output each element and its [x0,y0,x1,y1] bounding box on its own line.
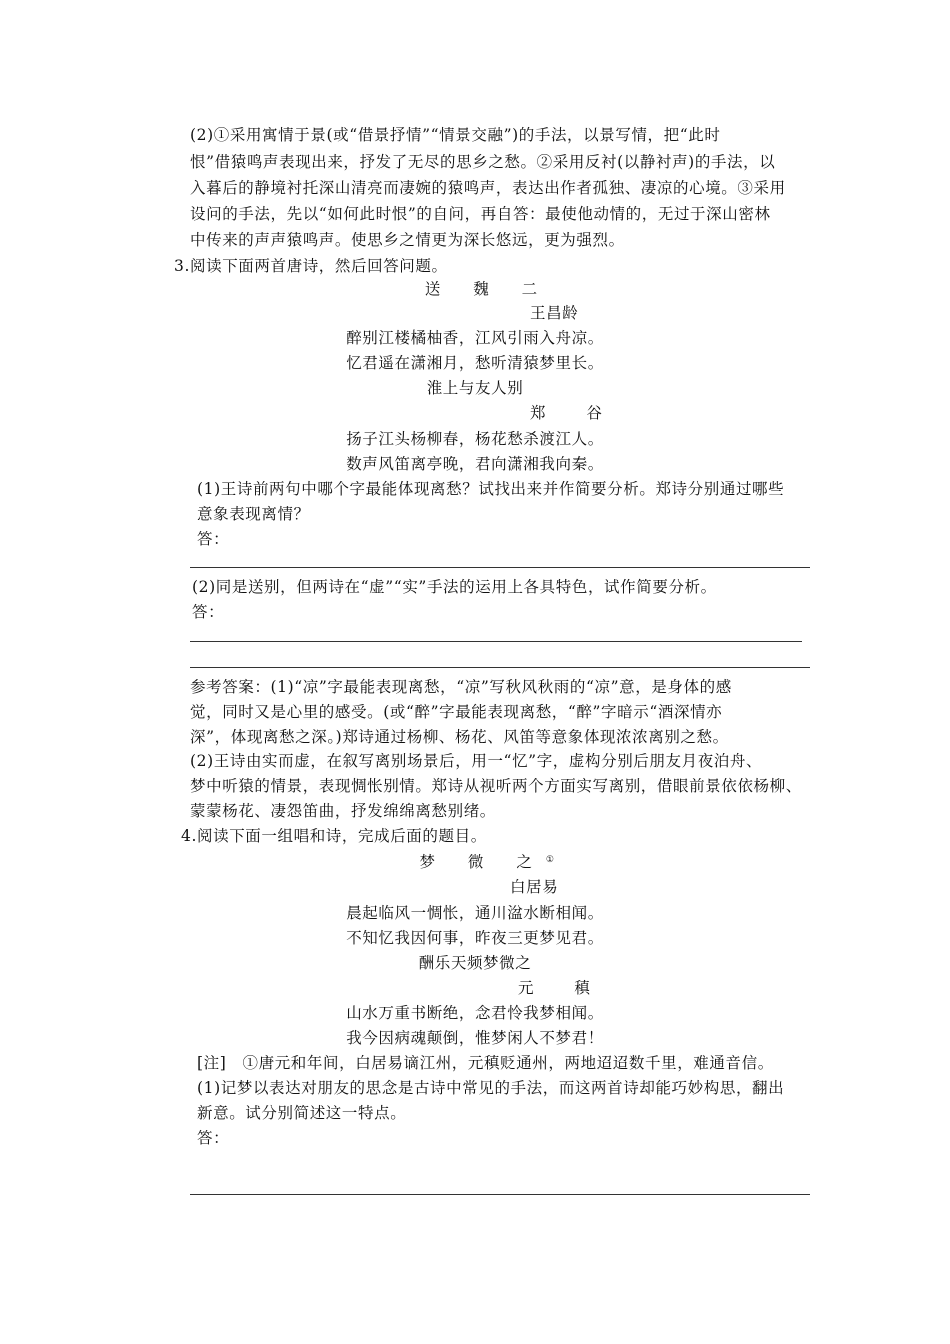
q4-poem1-title: 梦 微 之 [419,853,546,871]
q4-sub1-line: 新意。试分别简述这一特点。 [197,1104,407,1122]
q3-reference-line: 参考答案：(1)“凉”字最能表现离愁，“凉”写秋风秋雨的“凉”意，是身体的感 [190,678,732,696]
q3-reference-line: 蒙蒙杨花、凄怨笛曲，抒发绵绵离愁别绪。 [190,802,496,820]
prev-answer-line: 恨”借猿鸣声表现出来，抒发了无尽的思乡之愁。②采用反衬(以静衬声)的手法，以 [190,153,776,171]
q4-poem2-line: 我今因病魂颠倒，惟梦闲人不梦君！ [346,1029,604,1047]
answer-line[interactable] [190,567,810,568]
q3-stem: 3.阅读下面两首唐诗，然后回答问题。 [174,257,448,275]
q3-sub2: (2)同是送别，但两诗在“虚”“实”手法的运用上各具特色，试作简要分析。 [192,578,717,596]
q4-poem2-author: 元 稹 [518,979,608,997]
q3-poem2-author: 郑 谷 [530,404,620,422]
q3-poem1-line: 忆君遥在潇湘月，愁听清猿梦里长。 [346,354,604,372]
q4-poem1-line: 晨起临风一惆怅，通川湓水断相闻。 [346,904,604,922]
q3-poem1-title: 送 魏 二 [424,280,552,298]
q3-sub1-line: 意象表现离情？ [197,505,310,523]
q4-answer-label: 答： [197,1129,230,1147]
q3-answer-label-2: 答： [192,603,225,621]
q4-stem: 4.阅读下面一组唱和诗，完成后面的题目。 [181,827,487,845]
prev-answer-line: 入暮后的静境衬托深山清亮而凄婉的猿鸣声，表达出作者孤独、凄凉的心境。③采用 [190,179,786,197]
note-mark: ① [545,855,555,865]
answer-line[interactable] [190,667,810,668]
q3-reference-line: (2)王诗由实而虚，在叙写离别场景后，用一“忆”字，虚构分别后朋友月夜泊舟、 [190,752,763,770]
q3-poem1-line: 醉别江楼橘柚香，江风引雨入舟凉。 [346,329,604,347]
answer-line[interactable] [190,641,802,642]
q3-answer-label: 答： [197,530,230,548]
prev-answer-line: (2)①采用寓情于景(或“借景抒情”“情景交融”)的手法，以景写情，把“此时 [190,126,721,144]
q3-poem2-line: 扬子江头杨柳春，杨花愁杀渡江人。 [346,430,604,448]
q3-reference-line: 觉，同时又是心里的感受。(或“醉”字最能表现离愁，“醉”字暗示“酒深情亦 [190,703,723,721]
q4-poem2-line: 山水万重书断绝，念君怜我梦相闻。 [346,1004,604,1022]
q3-poem2-line: 数声风笛离亭晚，君向潇湘我向秦。 [346,455,604,473]
q3-sub1-line: (1)王诗前两句中哪个字最能体现离愁？试找出来并作简要分析。郑诗分别通过哪些 [197,480,785,498]
prev-answer-line: 设问的手法，先以“如何此时恨”的自问，再自答：最使他动情的，无过于深山密林 [190,205,771,223]
q3-poem2-title: 淮上与友人别 [426,379,524,397]
q4-poem1-heading [12,852,950,872]
q4-poem1-author: 白居易 [510,878,559,896]
q3-reference-line: 梦中听猿的情景，表现惆怅别情。郑诗从视听两个方面实写离别，借眼前景依依杨柳、 [190,777,802,795]
prev-answer-line: 中传来的声声猿鸣声。使思乡之情更为深长悠远，更为强烈。 [190,231,625,249]
answer-line[interactable] [190,1194,810,1195]
q4-note: [注] ①唐元和年间，白居易谪江州，元稹贬通州，两地迢迢数千里，难通音信。 [197,1054,774,1072]
q4-poem1-line: 不知忆我因何事，昨夜三更梦见君。 [346,929,604,947]
q4-poem2-title: 酬乐天频梦微之 [418,954,532,972]
q4-sub1-line: (1)记梦以表达对朋友的思念是古诗中常见的手法，而这两首诗却能巧妙构思，翻出 [197,1079,785,1097]
q3-reference-line: 深”，体现离愁之深。)郑诗通过杨柳、杨花、风笛等意象体现浓浓离别之愁。 [190,728,729,746]
q3-poem1-author: 王昌龄 [530,304,579,322]
